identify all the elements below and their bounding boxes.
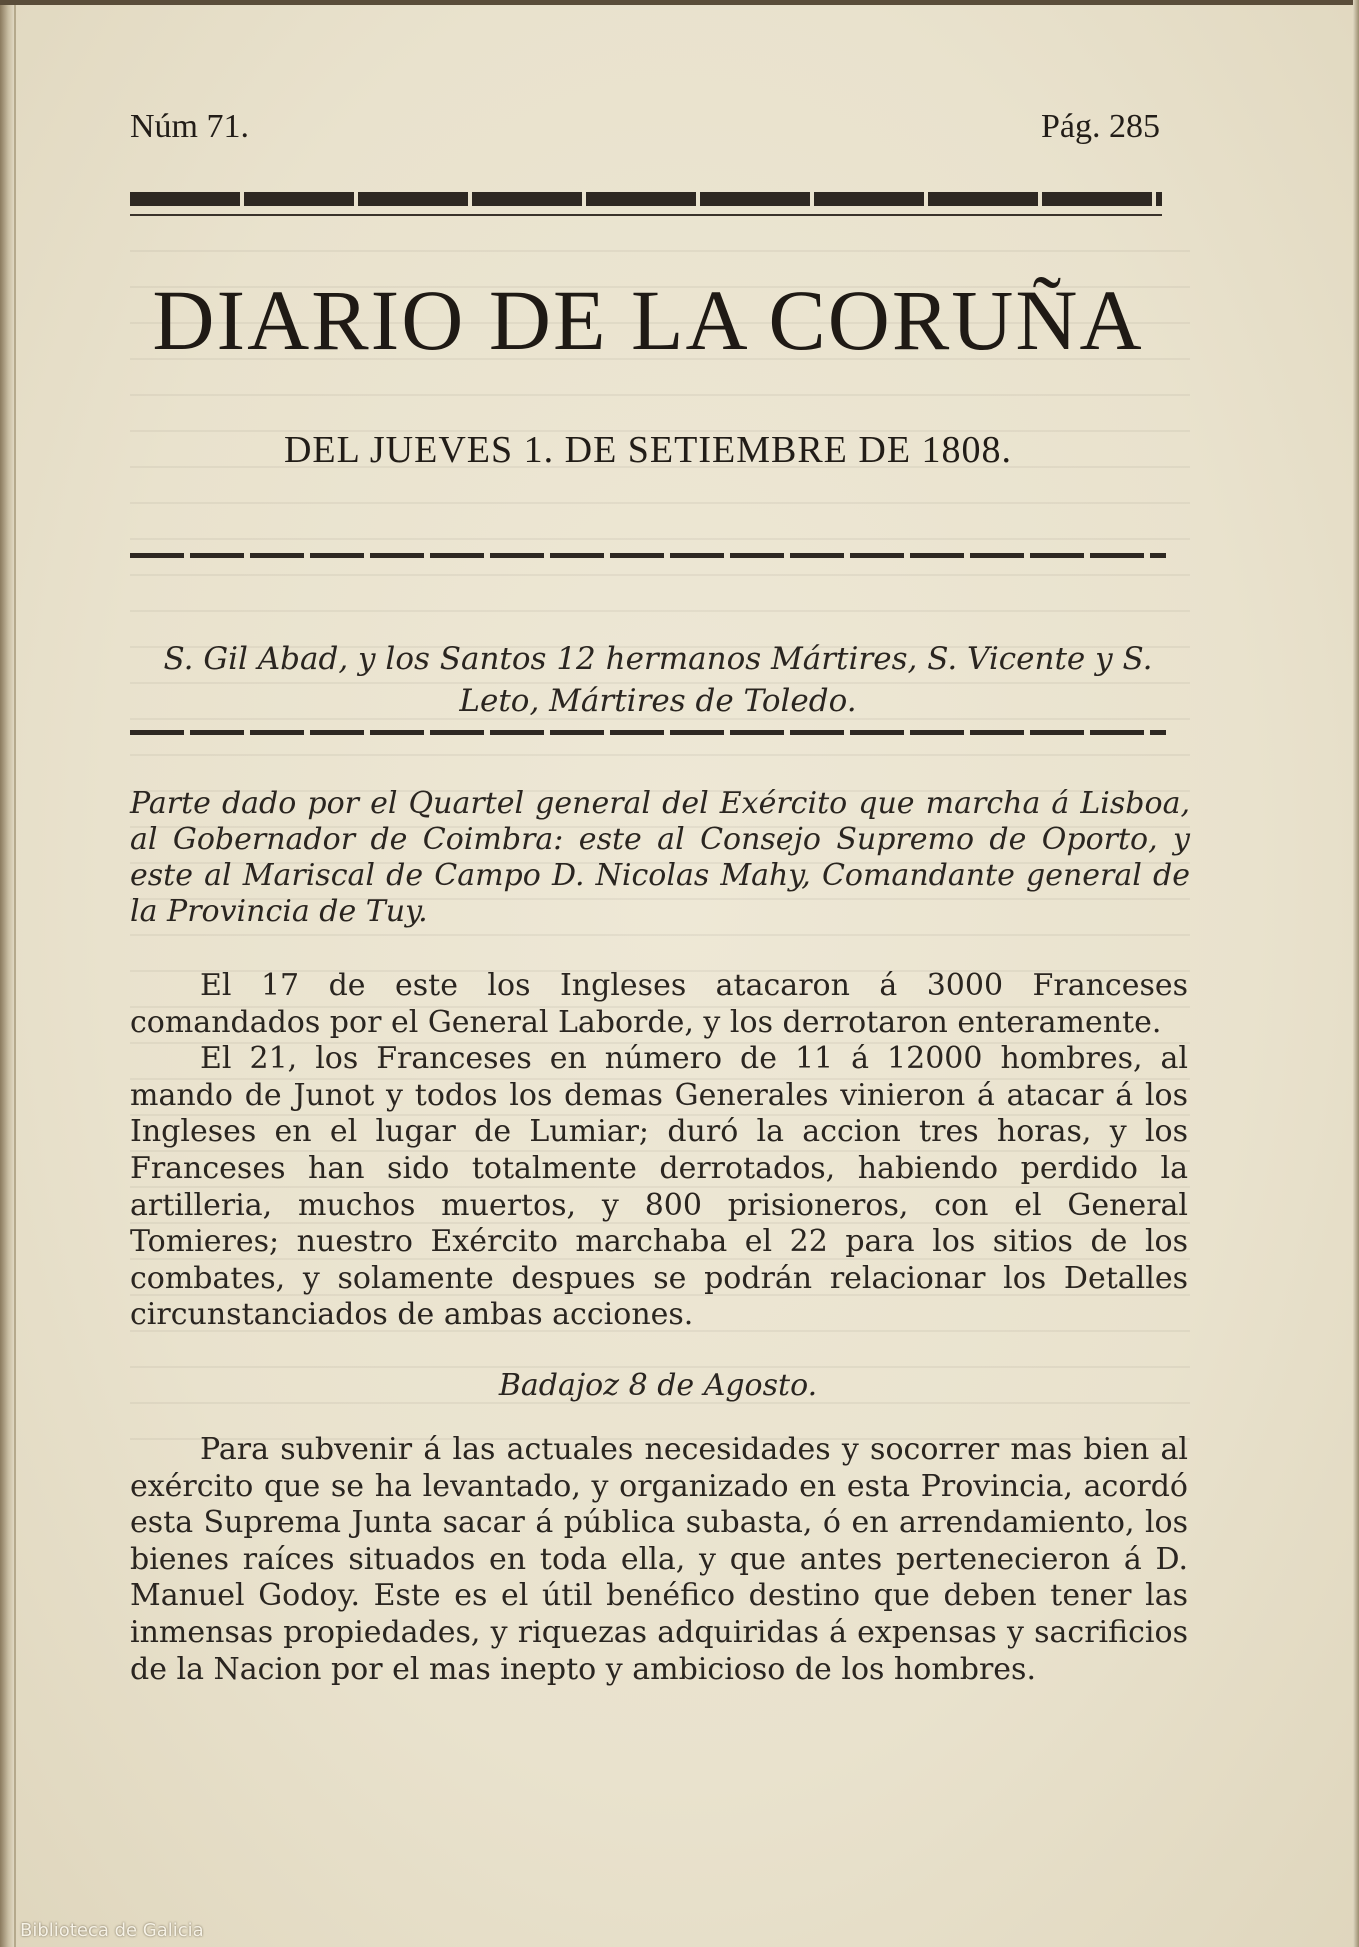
issue-number: Núm 71. — [130, 108, 249, 145]
saints-of-the-day: S. Gil Abad, y los Santos 12 hermanos Mártires, S. Vicente y S. Leto, Mártires de Toledo. — [163, 641, 1153, 719]
issue-dateline: DEL JUEVES 1. DE SETIEMBRE DE 1808. — [283, 429, 1013, 471]
masthead-title: DIARIO DE LA CORUÑA — [152, 272, 1144, 368]
article-lisboa — [130, 968, 1188, 1334]
page-top-edge — [0, 0, 1359, 5]
page-number: Pág. 285 — [1041, 108, 1160, 145]
saints-rule — [130, 730, 1166, 735]
article-badajoz — [130, 1432, 1188, 1688]
header-rule-thick — [130, 192, 1162, 206]
article-dateline: Badajoz 8 de Agosto. — [498, 1368, 818, 1403]
dispatch-heading: Parte dado por el Quartel general del Exército que marcha á Lisboa, al Gobernador de Coimbra: este al Consejo Supremo de Oporto, y este al Mariscal de Campo D. Nicolas Mahy, Comandante general de la Provincia de Tuy. — [130, 786, 1190, 929]
article-paragraph: El 17 de este los Ingleses atacaron á 3000 Franceses comandados por el General Laborde, y los derrotaron enteramente. — [130, 968, 1188, 1040]
page-right-edge — [1353, 0, 1359, 1947]
dateline-rule — [130, 553, 1166, 558]
article-paragraph: El 21, los Franceses en número de 11 á 12000 hombres, al mando de Junot y todos los demas Generales vinieron á atacar á los Ingleses en el lugar de Lumiar; duró la accion tres horas, y los Franceses han sido totalmente derrotados, habiendo perdido la artilleria, muchos muertos, y 800 prisioneros, con el General Tomieres; nuestro Exército marchaba el 22 para los sitios de los combates, y solamente despues se podrán relacionar los Detalles circunstanciados de ambas acciones. — [130, 1041, 1188, 1333]
library-watermark: Biblioteca de Galicia — [20, 1920, 204, 1941]
spine-shadow — [14, 0, 16, 1947]
article-paragraph: Para subvenir á las actuales necesidades y socorrer mas bien al exército que se ha levantado, y organizado en esta Provincia, acordó esta Suprema Junta sacar á pública subasta, ó en arrendamiento, los bienes raíces situados en toda ella, y que antes pertenecieron á D. Manuel Godoy. Este es el útil benéfico destino que deben tener las inmensas propiedades, y riquezas adquiridas á expensas y sacrificios de la Nacion por el mas inepto y ambicioso de los hombres. — [130, 1432, 1188, 1687]
book-spine — [0, 0, 14, 1947]
header-rule-thin — [130, 214, 1162, 216]
